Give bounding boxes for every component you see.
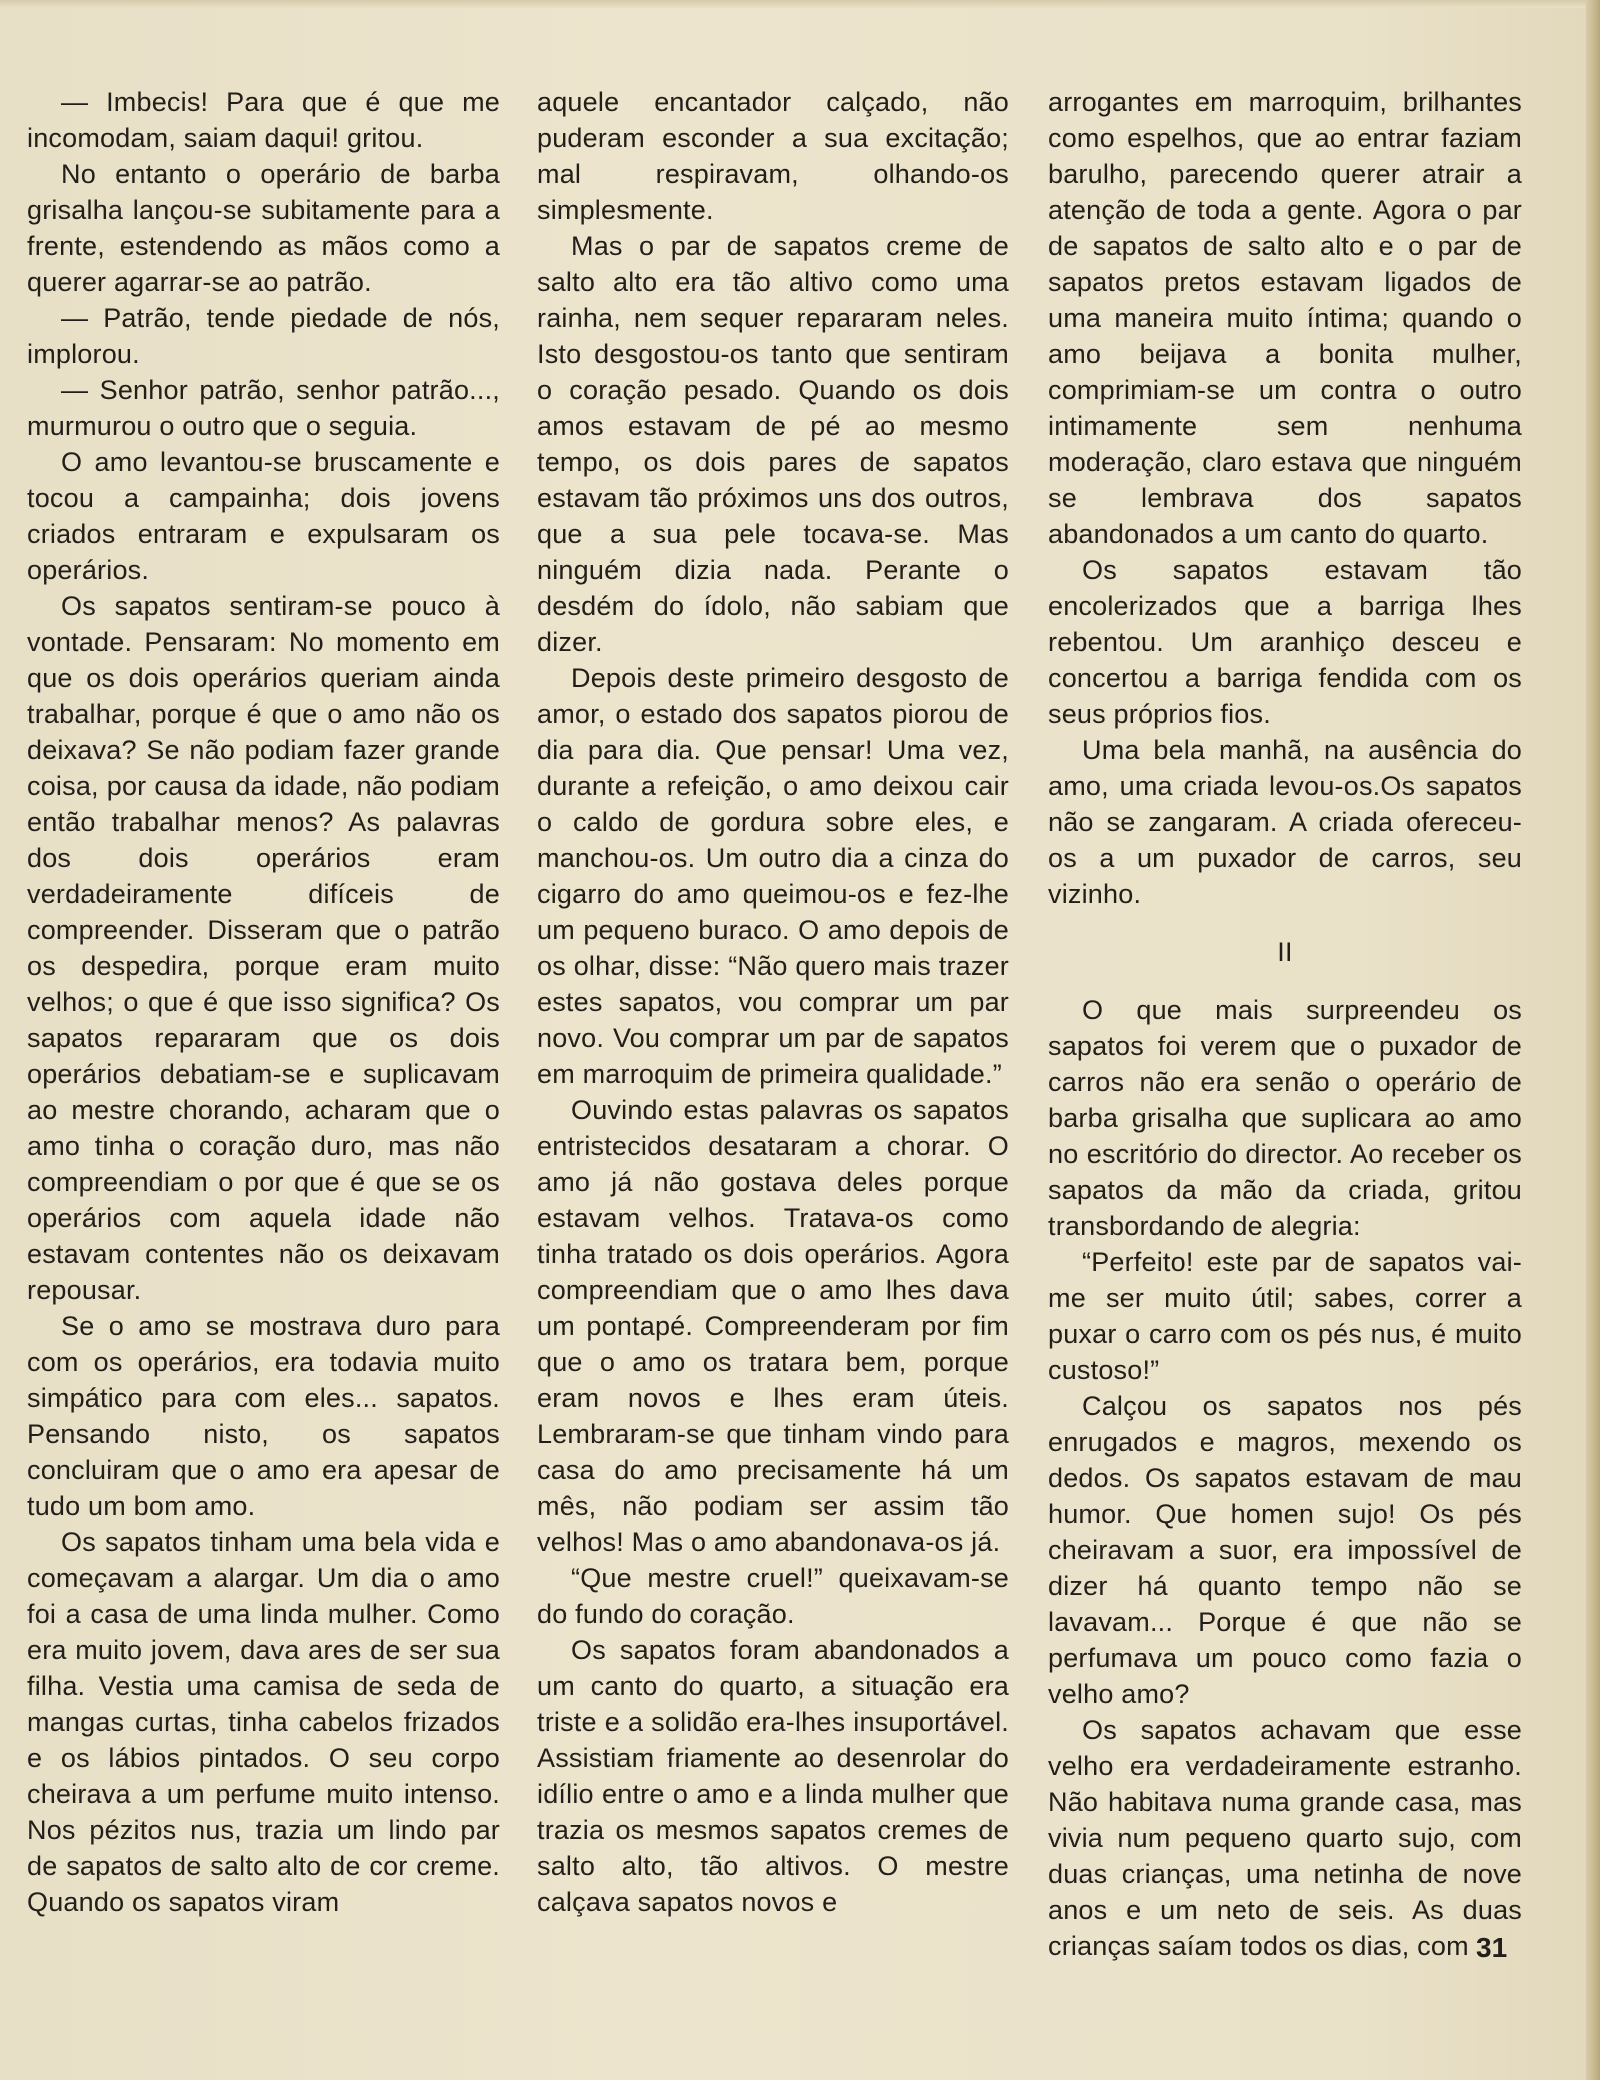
paragraph: — Senhor patrão, senhor patrão..., murmurou o outro que o seguia. — [27, 375, 500, 441]
paragraph: Se o amo se mostrava duro para com os operários, era todavia muito simpático para com eles... sapatos. Pensando nisto, os sapatos concluiram que o amo era apesar de tudo um bom amo. — [27, 1311, 500, 1521]
section-heading: II — [1277, 937, 1293, 967]
text-column-3 — [1048, 84, 1522, 1964]
paragraph: Calçou os sapatos nos pés enrugados e magros, mexendo os dedos. Os sapatos estavam de mau humor. Que homen sujo! Os pés cheiravam a suor, era impossível de dizer há quanto tempo não se lavavam... Porque é que não se perfumava um pouco como fazia o velho amo? — [1048, 1391, 1522, 1709]
paragraph: Ouvindo estas palavras os sapatos entristecidos desataram a chorar. O amo já não gostava deles porque estavam velhos. Tratava-os como tinha tratado os dois operários. Agora compreendiam que o amo lhes dava um pontapé. Compreenderam por fim que o amo os tratara bem, porque eram novos e lhes eram úteis. Lembraram-se que tinham vindo para casa do amo precisamente há um mês, não podiam ser assim tão velhos! Mas o amo abandonava-os já. — [537, 1095, 1009, 1557]
page-top-edge — [0, 0, 1600, 8]
paragraph: Uma bela manhã, na ausência do amo, uma criada levou-os.Os sapatos não se zangaram. A criada ofereceu-os a um puxador de carros, seu vizinho. — [1048, 735, 1522, 909]
paragraph: Os sapatos tinham uma bela vida e começavam a alargar. Um dia o amo foi a casa de uma linda mulher. Como era muito jovem, dava ares de ser sua filha. Vestia uma camisa de seda de mangas curtas, tinha cabelos frizados e os lábios pintados. O seu corpo cheirava a um perfume muito intenso. Nos pézitos nus, trazia um lindo par de sapatos de salto alto de cor creme. Quando os sapatos viram — [27, 1527, 500, 1917]
paragraph: “Perfeito! este par de sapatos vai-me ser muito útil; sabes, correr a puxar o carro com os pés nus, é muito custoso!” — [1048, 1247, 1522, 1385]
paragraph: Os sapatos estavam tão encolerizados que a barriga lhes rebentou. Um aranhiço desceu e concertou a barriga fendida com os seus próprios fios. — [1048, 555, 1522, 729]
paragraph: Mas o par de sapatos creme de salto alto era tão altivo como uma rainha, nem sequer repararam neles. Isto desgostou-os tanto que sentiram o coração pesado. Quando os dois amos estavam de pé ao mesmo tempo, os dois pares de sapatos estavam tão próximos uns dos outros, que a sua pele tocava-se. Mas ninguém dizia nada. Perante o desdém do ídolo, não sabiam que dizer. — [537, 231, 1009, 657]
paragraph: Os sapatos sentiram-se pouco à vontade. Pensaram: No momento em que os dois operários queriam ainda trabalhar, porque é que o amo não os deixava? Se não podiam fazer grande coisa, por causa da idade, não podiam então trabalhar menos? As palavras dos dois operários eram verdadeiramente difíceis de compreender. Disseram que o patrão os despedira, porque eram muito velhos; o que é que isso significa? Os sapatos repararam que os dois operários debatiam-se e suplicavam ao mestre chorando, acharam que o amo tinha o coração duro, mas não compreendiam o por que é que se os operários com aquela idade não estavam contentes não os deixavam repousar. — [27, 591, 500, 1305]
paragraph: — Imbecis! Para que é que me incomodam, saiam daqui! gritou. — [27, 87, 500, 153]
paragraph: No entanto o operário de barba grisalha lançou-se subitamente para a frente, estendendo as mãos como a querer agarrar-se ao patrão. — [27, 159, 500, 297]
paragraph: O que mais surpreendeu os sapatos foi verem que o puxador de carros não era senão o operário de barba grisalha que suplicara ao amo no escritório do director. Ao receber os sapatos da mão da criada, gritou transbordando de alegria: — [1048, 995, 1522, 1241]
paragraph: — Patrão, tende piedade de nós, implorou. — [27, 303, 500, 369]
text-column-1 — [27, 84, 500, 1920]
page-number: 31 — [1476, 1932, 1508, 1963]
paragraph: arrogantes em marroquim, brilhantes como espelhos, que ao entrar faziam barulho, parecendo querer atrair a atenção de toda a gente. Agora o par de sapatos de salto alto e o par de sapatos pretos estavam ligados de uma maneira muito íntima; quando o amo beijava a bonita mulher, comprimiam-se um contra o outro intimamente sem nenhuma moderação, claro estava que ninguém se lembrava dos sapatos abandonados a um canto do quarto. — [1048, 87, 1522, 549]
paragraph: “Que mestre cruel!” queixavam-se do fundo do coração. — [537, 1563, 1009, 1629]
paragraph: aquele encantador calçado, não puderam esconder a sua excitação; mal respiravam, olhando-os simplesmente. — [537, 87, 1009, 225]
text-column-2 — [537, 84, 1009, 1920]
paragraph: Os sapatos achavam que esse velho era verdadeiramente estranho. Não habitava numa grande casa, mas vivia num pequeno quarto sujo, com duas crianças, uma netinha de nove anos e um neto de seis. As duas crianças saíam todos os dias, com — [1048, 1715, 1522, 1961]
page-spine-edge — [1586, 0, 1600, 2080]
paragraph: Depois deste primeiro desgosto de amor, o estado dos sapatos piorou de dia para dia. Que pensar! Uma vez, durante a refeição, o amo deixou cair o caldo de gordura sobre eles, e manchou-os. Um outro dia a cinza do cigarro do amo queimou-os e fez-lhe um pequeno buraco. O amo depois de os olhar, disse: “Não quero mais trazer estes sapatos, vou comprar um par novo. Vou comprar um par de sapatos em marroquim de primeira qualidade.” — [537, 663, 1009, 1089]
paragraph: Os sapatos foram abandonados a um canto do quarto, a situação era triste e a solidão era-lhes insuportável. Assistiam friamente ao desenrolar do idílio entre o amo e a linda mulher que trazia os mesmos sapatos cremes de salto alto, tão altivos. O mestre calçava sapatos novos e — [537, 1635, 1009, 1917]
paragraph: O amo levantou-se bruscamente e tocou a campainha; dois jovens criados entraram e expulsaram os operários. — [27, 447, 500, 585]
